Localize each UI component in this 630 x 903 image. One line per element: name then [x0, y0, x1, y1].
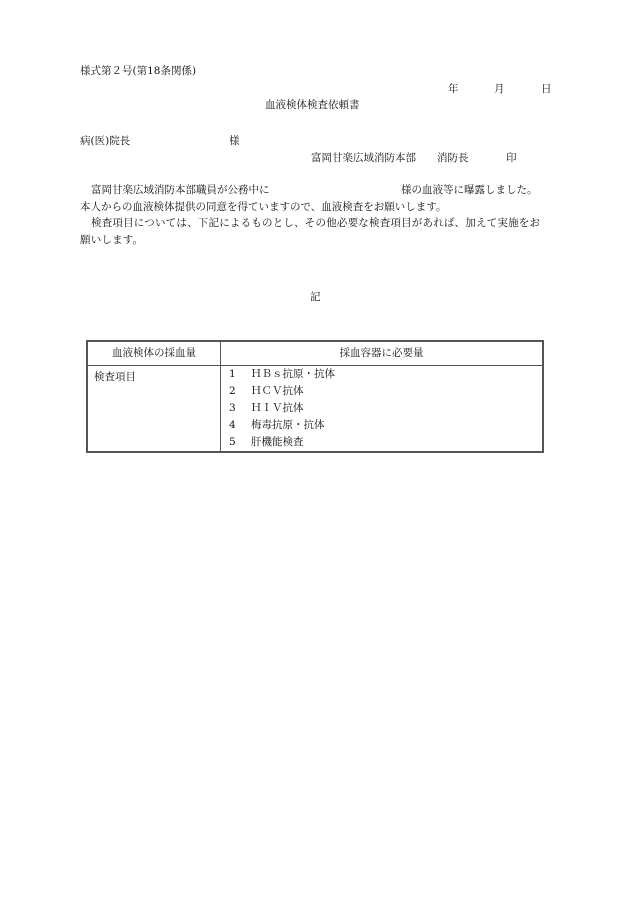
seal-mark: 印: [506, 152, 517, 164]
item-number: 1: [229, 368, 236, 380]
table-header-row: [87, 341, 543, 366]
body-paragraph-2: 検査項目については、下記によるものとし、その他必要な検査項目があれば、加えて実施をお願いします。: [80, 217, 541, 246]
header-blood-sample-volume: 血液検体の採血量: [87, 341, 221, 366]
inspection-table: [86, 340, 544, 453]
item-number: 4: [229, 419, 236, 431]
header-container-volume: 採血容器に必要量: [221, 341, 544, 366]
item-text: ＨＩＶ抗体: [251, 402, 304, 414]
body-paragraph-1-start: 富岡甘楽広域消防本部職員が公務中に: [91, 184, 270, 196]
row-label-inspection-items: 検査項目: [87, 366, 221, 453]
item-number: 3: [229, 402, 236, 414]
inspection-item-list: [221, 366, 544, 453]
item-text: ＨＣＶ抗体: [251, 385, 304, 397]
ki-heading: 記: [310, 291, 321, 303]
sender-organization: 富岡甘楽広域消防本部: [311, 152, 416, 164]
sender-title: 消防長: [437, 152, 469, 164]
document-title: 血液検体検査依頼書: [265, 99, 360, 111]
item-text: 梅毒抗原・抗体: [251, 419, 325, 431]
item-text: ＨＢｓ抗原・抗体: [251, 368, 335, 380]
item-number: 5: [229, 436, 236, 448]
body-paragraph-1-line-2: 本人からの血液検体提供の同意を得ていますので、血液検査をお願いします。: [80, 201, 447, 213]
list-item: [221, 383, 542, 400]
item-text: 肝機能検査: [251, 436, 304, 448]
date-day-label: 日: [541, 83, 552, 95]
list-item: [221, 417, 542, 434]
table-row: [87, 366, 543, 453]
date-month-label: 月: [494, 83, 505, 95]
item-number: 2: [229, 385, 236, 397]
list-item: [221, 434, 542, 451]
form-number: 様式第２号(第18条関係): [80, 65, 197, 77]
date-year-label: 年: [448, 83, 459, 95]
list-item: [221, 400, 542, 417]
addressee-role: 病(医)院長: [80, 135, 131, 147]
list-item: [221, 366, 542, 383]
addressee-honorific: 様: [229, 135, 240, 147]
body-paragraph-1-end: 様の血液等に曝露しました。: [401, 184, 538, 196]
